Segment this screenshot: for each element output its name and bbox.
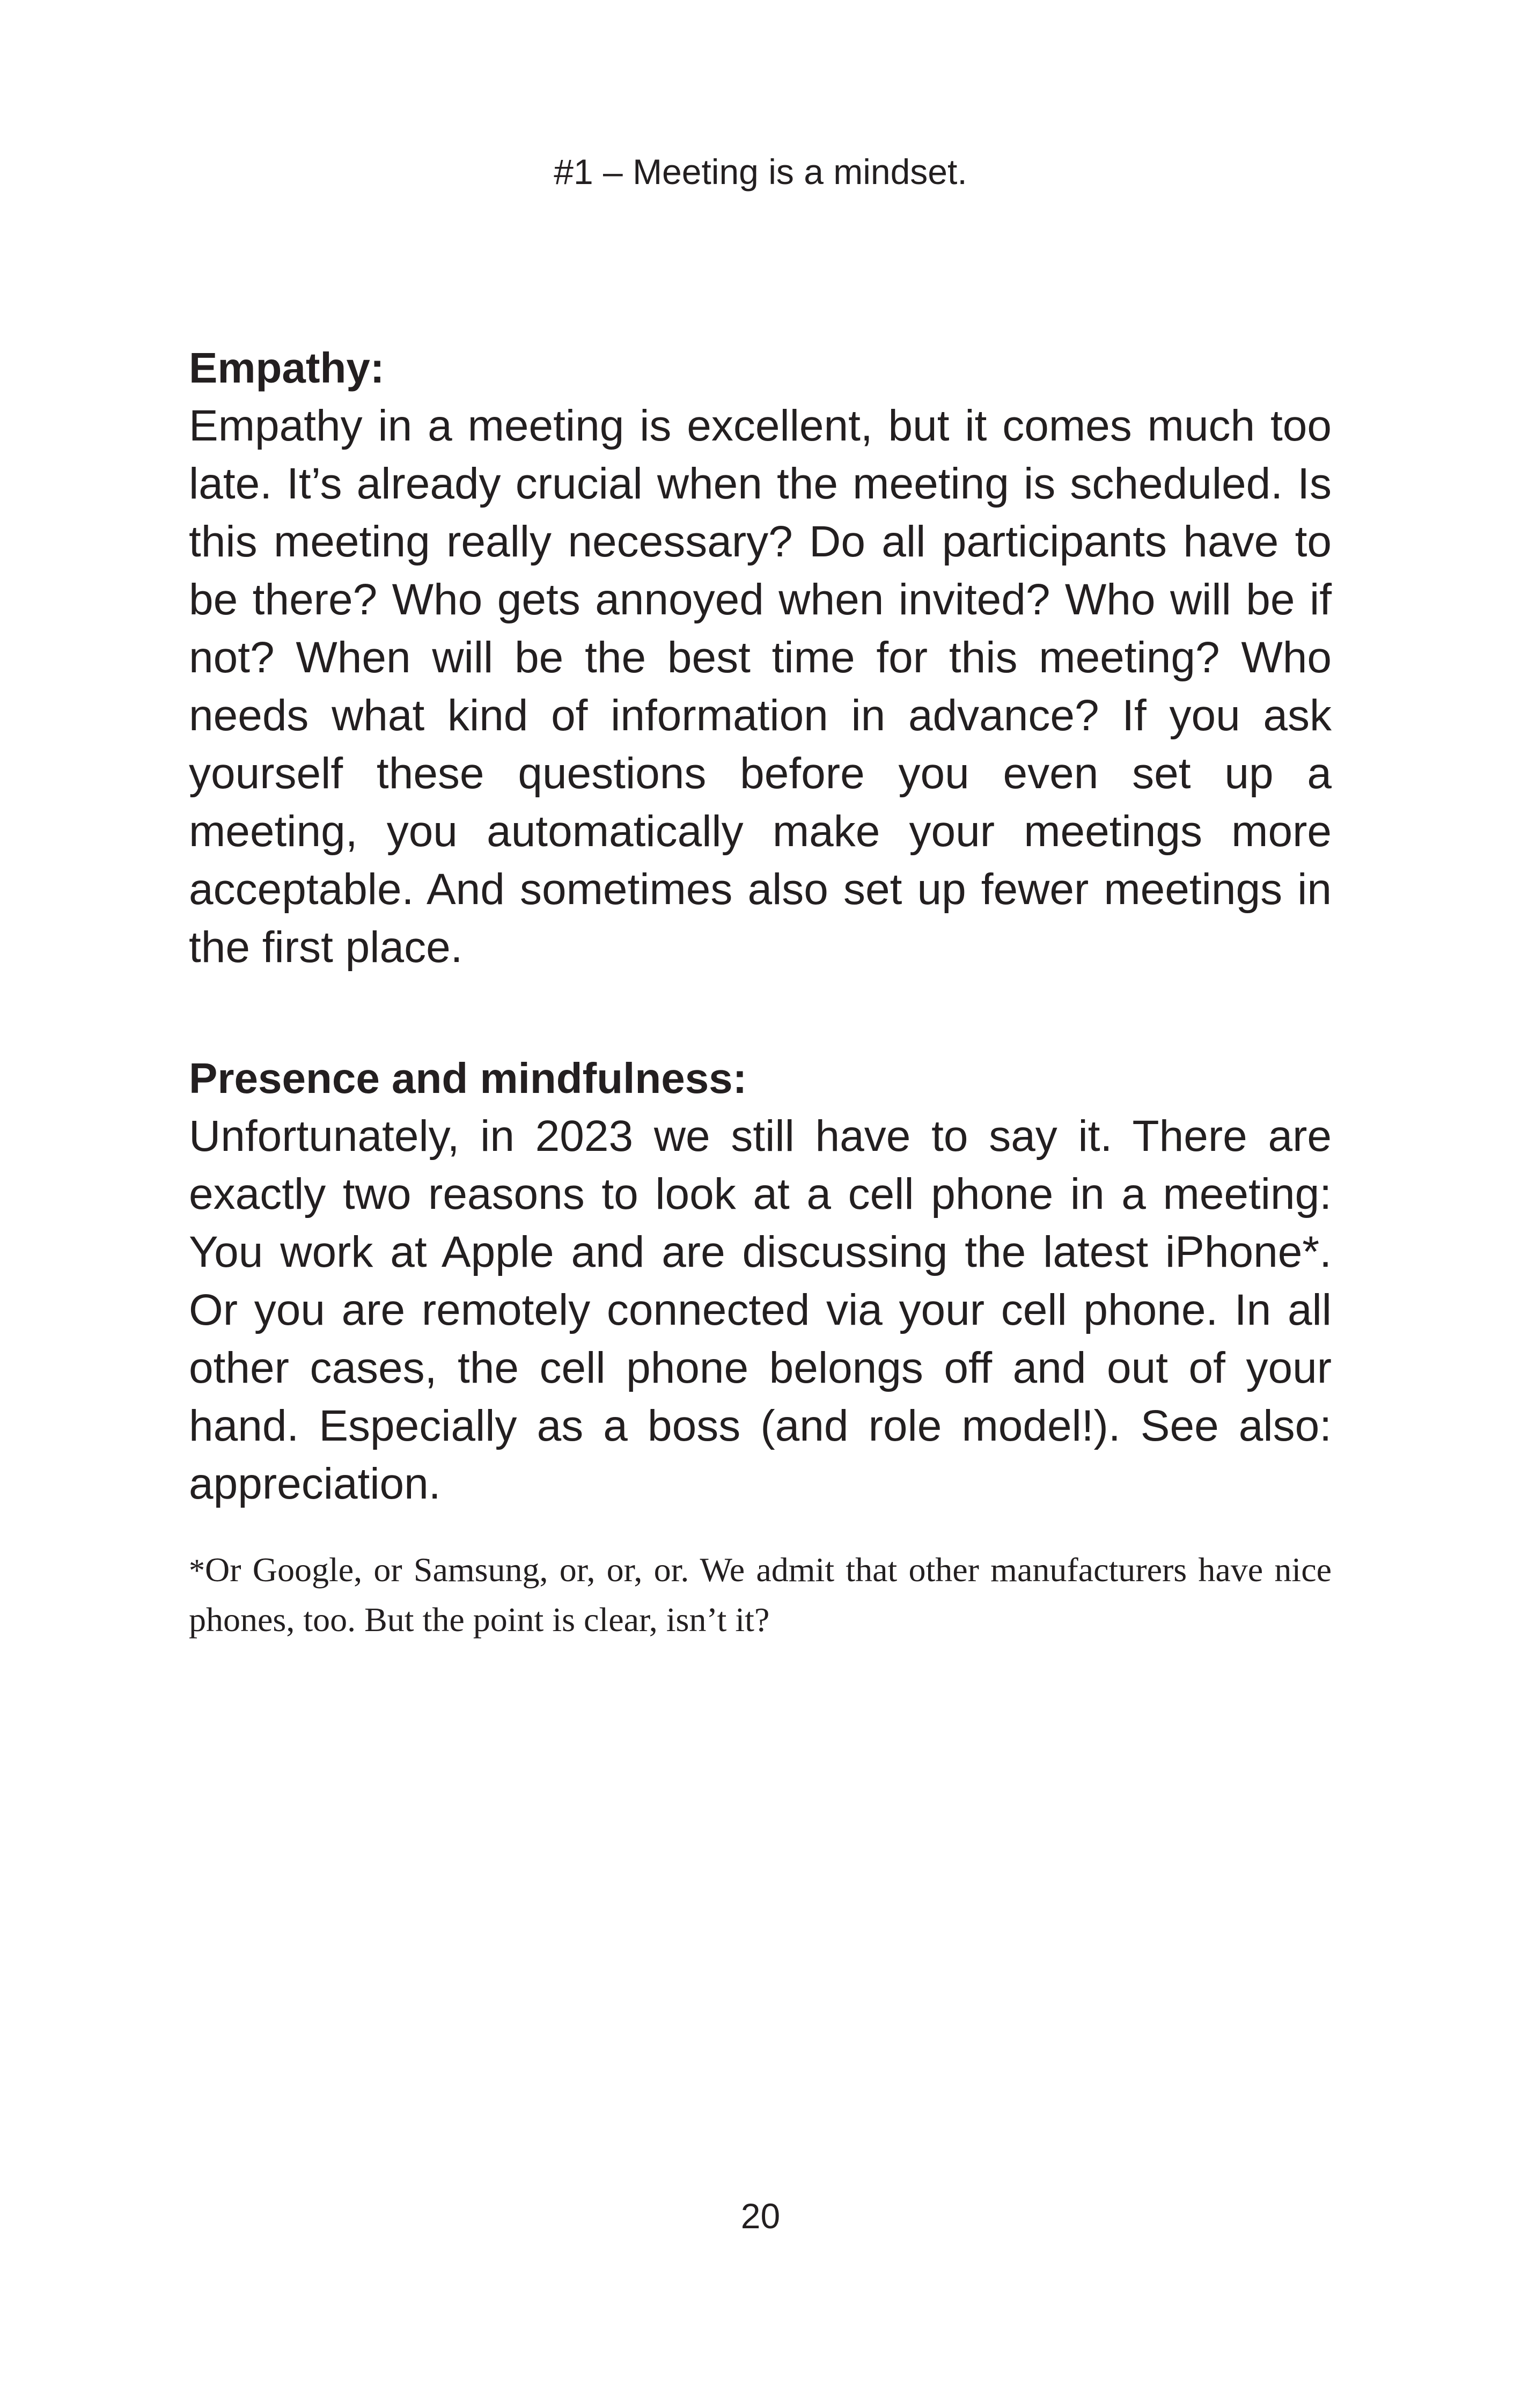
running-head: #1 – Meeting is a mindset. xyxy=(554,152,967,192)
footnote xyxy=(189,1545,1332,1645)
page-number: 20 xyxy=(740,2196,781,2236)
section-paragraph: Unfortunately, in 2023 we still have to say it. There are exactly two reasons to look at a cell phone in a meeting: You work at Apple and are discussing the latest iPhone*. Or you are remotely connected via your cell phone. In all other cases, the cell phone belongs off and out of your hand. Especially as a boss (and role model!). See also: appreciation. xyxy=(189,1112,1332,1508)
footnote-text: Or Google, or Samsung, or, or, or. We admit that other manufacturers have nice phones, too. But the point is clear, isn’t it? xyxy=(189,1551,1332,1639)
section-empathy xyxy=(189,339,1332,977)
section-paragraph: Empathy in a meeting is excellent, but it comes much too late. It’s already crucial when the meeting is scheduled. Is this meeting really necessary? Do all participants have to be there? Who gets annoyed when invited? Who will be if not? When will be the best time for this meeting? Who needs what kind of information in advance? If you ask yourself these questions before you even set up a meeting, you automatically make your meetings more acceptable. And sometimes also set up fewer meetings in the first place. xyxy=(189,401,1332,972)
section-heading: Empathy: xyxy=(189,344,385,392)
section-heading: Presence and mindfulness: xyxy=(189,1054,747,1102)
section-divider-space xyxy=(189,977,1332,1049)
page-content xyxy=(189,339,1332,1679)
footnote-marker: * xyxy=(189,1553,205,1588)
section-presence-mindfulness xyxy=(189,1049,1332,1513)
